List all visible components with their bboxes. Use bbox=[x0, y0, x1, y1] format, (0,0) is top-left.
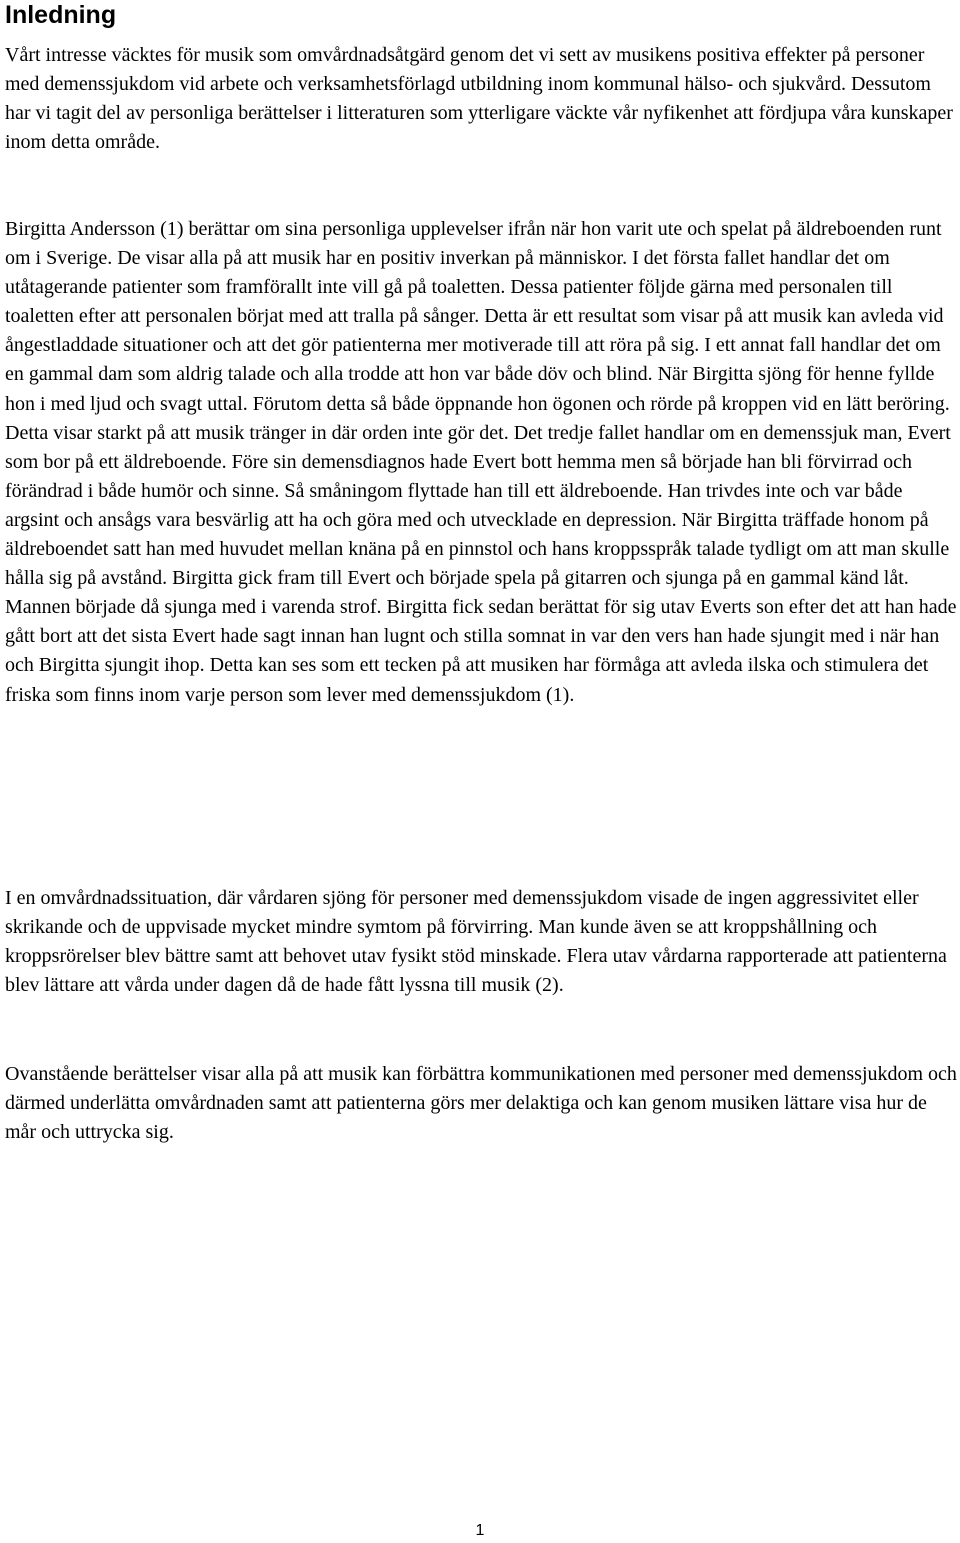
paragraph-birgitta: Birgitta Andersson (1) berättar om sina personliga upplevelser ifrån när hon varit ute och spelat på äldreboenden runt om i Sverige. De visar alla på att musik har en positiv inverkan på människor. I det första fallet handlar det om utåtagerande patienter som framförallt inte vill gå på toaletten. Dessa patienter följde gärna med personalen till toaletten efter att personalen börjat med att tralla på sånger. Detta är ett resultat som visar på att musik kan avleda vid ångestladdade situationer och att det gör patienterna mer motiverade till att röra på sig. I ett annat fall handlar det om en gammal dam som aldrig talade och alla trodde att hon var både döv och blind. När Birgitta sjöng för henne fyllde hon i med ljud och svagt uttal. Förutom detta så både öppnande hon ögonen och rörde på kroppen vid en lätt beröring. Detta visar starkt på att musik tränger in där orden inte gör det. Det tredje fallet handlar om en demenssjuk man, Evert som bor på ett äldreboende. Före sin demensdiagnos hade Evert bott hemma men så började han bli förvirrad och förändrad i både humör och sinne. Så småningom flyttade han till ett äldreboende. Han trivdes inte och var både argsint och ansågs vara besvärlig att ha och göra med och utvecklade en depression. När Birgitta träffade honom på äldreboendet satt han med huvudet mellan knäna på en pinnstol och hans kroppsspråk talade tydligt om att man skulle hålla sig på avstånd. Birgitta gick fram till Evert och började spela på gitarren och sjunga på en gammal känd låt. Mannen började då sjunga med i varenda strof. Birgitta fick sedan berättat för sig utav Everts son efter det att han hade gått bort att det sista Evert hade sagt innan han lugnt och stilla somnat in var den vers han hade sjungit med i när han och Birgitta sjungit ihop. Detta kan ses som ett tecken på att musiken har förmåga att avleda ilska och stimulera det friska som finns inom varje person som lever med demenssjukdom (1). bbox=[5, 218, 957, 706]
page-number: 1 bbox=[475, 1522, 485, 1539]
paragraph-care-situation: I en omvårdnadssituation, där vårdaren sjöng för personer med demenssjukdom visade de ingen aggressivitet eller skrikande och de uppvisade mycket mindre symtom på förvirring. Man kunde även se att kroppshållning och kroppsrörelser blev bättre samt att behovet utav fysikt stöd minskade. Flera utav vårdarna rapporterade att patienterna blev lättare att vårda under dagen då de hade fått lyssna till musik (2). bbox=[5, 887, 947, 997]
paragraph-intro: Vårt intresse väcktes för musik som omvårdnadsåtgärd genom det vi sett av musikens positiva effekter på personer med demenssjukdom vid arbete och verksamhetsförlagd utbildning inom kommunal hälso- och sjukvård. Dessutom har vi tagit del av personliga berättelser i litteraturen som ytterligare väckte vår nyfikenhet att fördjupa våra kunskaper inom detta område. bbox=[5, 44, 953, 154]
section-heading: Inledning bbox=[5, 1, 117, 29]
paragraph-conclusion: Ovanstående berättelser visar alla på att musik kan förbättra kommunikationen med personer med demenssjukdom och därmed underlätta omvårdnaden samt att patienterna görs mer delaktiga och kan genom musiken lättare visa hur de mår och uttrycka sig. bbox=[5, 1063, 957, 1144]
